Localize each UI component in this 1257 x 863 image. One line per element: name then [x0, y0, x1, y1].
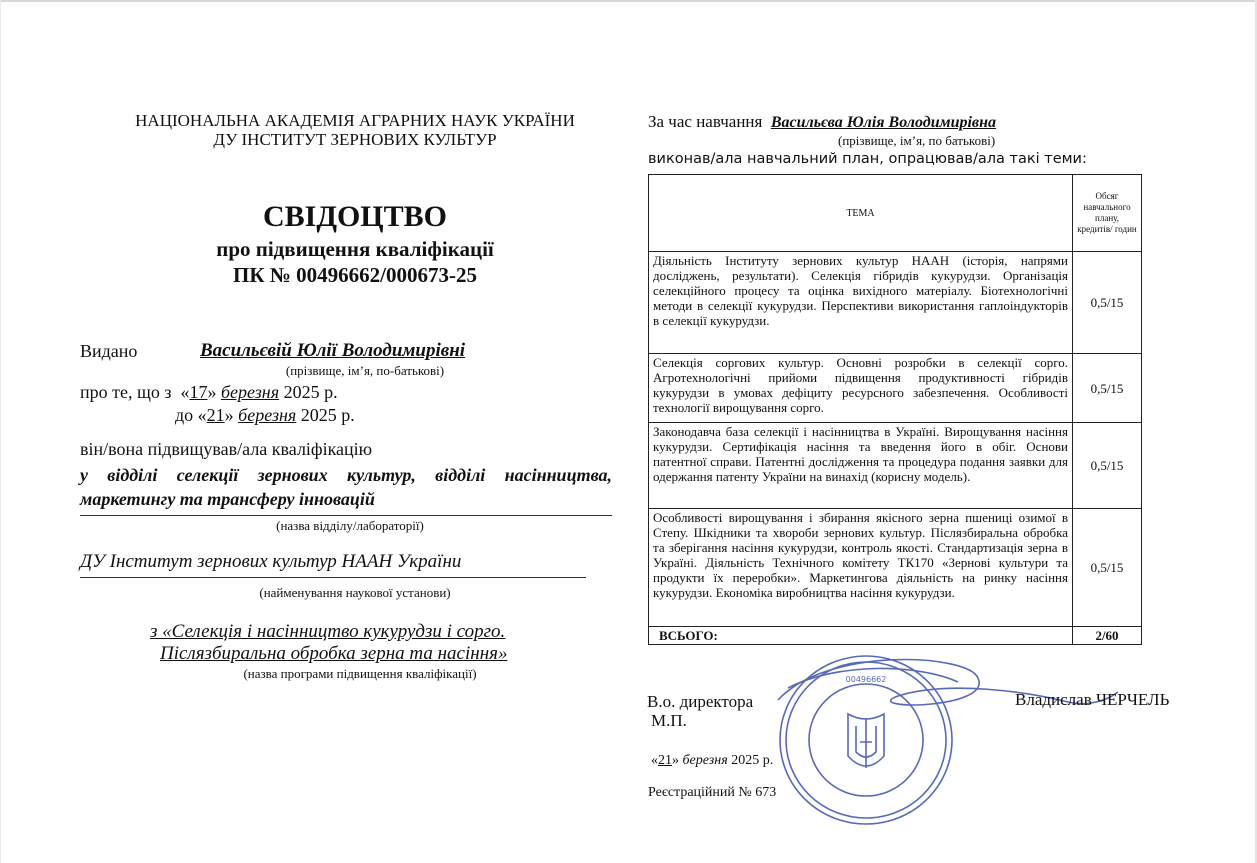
- topic-cell: Селекція соргових культур. Основні розробки в селекції сорго. Агротехнологічні прийоми підвищення продуктивності гібридів кукурудзи в умовах дефіциту ресурсного забезпечення. Особливості технології вирощування сорго.: [649, 354, 1073, 423]
- certificate-number: ПК № 00496662/000673-25: [233, 263, 477, 287]
- period-from: [80, 382, 338, 403]
- period-from-quote-open: «: [180, 382, 190, 402]
- registration-number: Реєстраційний № 673: [648, 785, 777, 800]
- study-name-caption: (прізвище, ім’я, по батькові): [838, 133, 996, 148]
- department-line-1: у відділі селекції зернових культур, відділі насінництва,: [80, 465, 612, 485]
- program-line-2: Післязбиральна обробка зерна та насіння»: [160, 643, 508, 664]
- table-row: [649, 252, 1142, 354]
- academy-name: НАЦІОНАЛЬНА АКАДЕМІЯ АГРАРНИХ НАУК УКРАЇНИ: [135, 111, 575, 130]
- program-caption: (назва програми підвищення кваліфікації): [243, 666, 477, 681]
- study-line: [648, 112, 996, 132]
- program-line-1: з «Селекція і насінництво кукурудзи і сорго.: [150, 621, 506, 642]
- credit-cell: 0,5/15: [1073, 252, 1142, 354]
- institution-name: ДУ Інститут зернових культур НААН України: [80, 551, 462, 572]
- date-month: березня: [682, 753, 728, 768]
- period-from-prefix: про те, що з: [80, 382, 172, 402]
- credit-cell: 0,5/15: [1073, 423, 1142, 509]
- header-topic: ТЕМА: [649, 175, 1073, 252]
- institute-name: ДУ ІНСТИТУТ ЗЕРНОВИХ КУЛЬТУР: [213, 130, 497, 149]
- period-from-day: 17: [189, 382, 208, 402]
- header-volume: Обсяг навчального плану, кредитів/ годин: [1073, 175, 1142, 252]
- table-total-row: [649, 627, 1142, 645]
- period-to-month: березня: [238, 405, 297, 425]
- institution-caption: (найменування наукової установи): [259, 585, 451, 600]
- recipient-name-caption: (прізвище, ім’я, по-батькові): [285, 363, 445, 378]
- director-name: Владислав ЧЕРЧЕЛЬ: [1015, 690, 1170, 709]
- department-line-2: маркетингу та трансферу інновацій: [80, 489, 375, 509]
- period-from-year: 2025 р.: [283, 382, 338, 402]
- period-to-quote-close: »: [224, 405, 234, 425]
- table-row: [649, 354, 1142, 423]
- credit-cell: 0,5/15: [1073, 354, 1142, 423]
- seal-code-text: 00496662: [845, 675, 887, 684]
- improved-label: він/вона підвищував/ала кваліфікацію: [80, 439, 373, 459]
- date-year: 2025 р.: [731, 753, 774, 768]
- table-row: [649, 423, 1142, 509]
- total-value: 2/60: [1073, 627, 1142, 645]
- period-to-prefix: до «: [175, 405, 207, 425]
- issued-label: Видано: [80, 341, 138, 361]
- study-completed: виконав/ала навчальний план, опрацював/ала такі теми:: [648, 151, 1087, 167]
- topic-cell: Законодавча база селекції і насінництва в Україні. Вирощування насіння кукурудзи. Сертифікація насіння та введення його в обіг. Основи патентної справи. Патентні дослідження та процедура подання заявки для одержання патенту України на винахід (корисну модель).: [649, 423, 1073, 509]
- page-left-edge: [0, 0, 1, 863]
- total-label: ВСЬОГО:: [649, 627, 1073, 645]
- period-to-day: 21: [206, 405, 225, 425]
- table-row: [649, 509, 1142, 627]
- institution-underline: [80, 577, 586, 578]
- department-underline: [80, 515, 612, 516]
- study-prefix: За час навчання: [648, 112, 763, 131]
- date-quote-open: «: [651, 753, 658, 768]
- issuer-header: [80, 111, 630, 149]
- date-quote-close: »: [672, 753, 679, 768]
- seal-mark: М.П.: [651, 711, 687, 730]
- trident-icon: [856, 718, 876, 768]
- table-header-row: [649, 175, 1142, 252]
- topic-cell: Діяльність Інституту зернових культур НААН (історія, напрями досліджень, результати). Селекція гібридів кукурудзи. Організація селекційного процесу та оцінка вихідного матеріалу. Біотехнологічні методи в селекції кукурудзи. Перспективи використання гаплоіндукторів в селекції кукурудзи.: [649, 252, 1073, 354]
- period-to-year: 2025 р.: [300, 405, 355, 425]
- certificate-subtitle: про підвищення кваліфікації: [216, 237, 494, 261]
- credit-cell: 0,5/15: [1073, 509, 1142, 627]
- certificate-title: СВІДОЦТВО: [262, 200, 447, 233]
- period-from-month: березня: [220, 382, 280, 402]
- study-name: Васильєва Юлія Володимирівна: [770, 114, 996, 131]
- page-top-edge: [0, 0, 1257, 2]
- director-position: В.о. директора: [647, 692, 754, 711]
- topics-table: [648, 174, 1142, 645]
- department-caption: (назва відділу/лабораторії): [276, 518, 424, 533]
- topic-cell: Особливості вирощування і збирання якісного зерна пшениці озимої в Степу. Шкідники та хвороби зернових культур. Післязбиральна обробка та зберігання насіння кукурудзи, контроль якості. Стандартизація зерна в Україні. Діяльність Технічного комітету ТК170 «Зернові культури та продукти їх переробки». Маркетингова діяльність на ринку насіння кукурудзи. Економіка виробництва насіння кукурудзи.: [649, 509, 1073, 627]
- period-from-quote-close: »: [207, 382, 217, 402]
- signing-date: [651, 753, 773, 769]
- round-seal-and-signature-image: [768, 652, 1148, 827]
- date-day: 21: [658, 753, 672, 768]
- recipient-name: Васильєвій Юлії Володимирівні: [200, 340, 466, 361]
- period-to: [175, 405, 355, 426]
